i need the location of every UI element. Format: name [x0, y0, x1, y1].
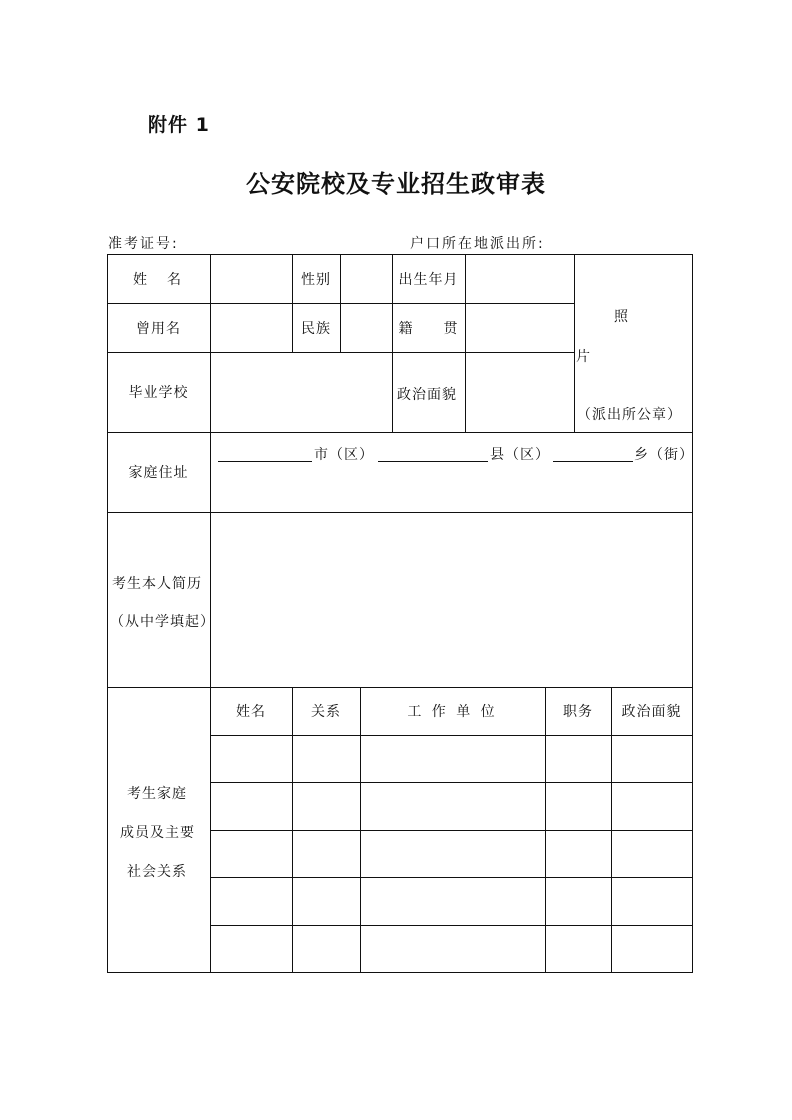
family-col-relation: 关系 [311, 704, 341, 720]
family-col-political-status: 政治面貌 [621, 704, 682, 720]
name-label: 姓 名 [133, 271, 184, 288]
family-label-line-2: 成员及主要 [120, 825, 195, 841]
birth-date-label: 出生年月 [398, 271, 459, 288]
native-place-field[interactable] [465, 303, 574, 352]
family-row-2[interactable] [210, 782, 692, 830]
home-address-label: 家庭住址 [128, 465, 189, 481]
name-field[interactable] [210, 254, 292, 303]
table-border-right [692, 254, 693, 972]
family-label [107, 687, 210, 972]
resume-label-line-1: 考生本人简历 [112, 576, 202, 592]
table-border-bottom [107, 972, 693, 973]
town-label: 乡（街） [634, 447, 694, 463]
form-title: 公安院校及专业招生政审表 [246, 170, 546, 198]
school-field[interactable] [210, 352, 392, 432]
county-blank[interactable] [378, 461, 488, 462]
photo-label-2: 片 [576, 349, 591, 365]
former-name-label: 曾用名 [136, 320, 181, 337]
resume-label-line-2: （从中学填起） [110, 614, 215, 630]
family-label-line-1: 考生家庭 [127, 786, 187, 802]
family-label-line-3: 社会关系 [127, 864, 187, 880]
police-station-label: 户口所在地派出所: [410, 236, 545, 252]
city-blank[interactable] [218, 461, 312, 462]
ethnicity-label: 民族 [301, 320, 331, 337]
resume-field[interactable] [210, 512, 692, 687]
family-col-position: 职务 [563, 704, 593, 720]
birth-date-field[interactable] [465, 254, 574, 303]
photo-area [574, 254, 692, 432]
political-status-field[interactable] [465, 352, 574, 432]
former-name-field[interactable] [210, 303, 292, 352]
resume-label [107, 512, 215, 687]
city-label: 市（区） [314, 447, 374, 463]
family-col-name: 姓名 [236, 704, 266, 720]
gender-label: 性别 [301, 271, 331, 288]
ethnicity-field[interactable] [340, 303, 392, 352]
family-row-3[interactable] [210, 830, 692, 877]
family-col-workplace: 工 作 单 位 [407, 704, 498, 720]
exam-number-label: 准考证号: [108, 236, 179, 252]
attachment-label: 附件 1 [148, 114, 210, 136]
family-row-4[interactable] [210, 877, 692, 925]
native-place-label: 籍 贯 [398, 320, 459, 337]
town-blank[interactable] [553, 461, 633, 462]
family-row-5[interactable] [210, 925, 692, 972]
family-row-1[interactable] [210, 735, 692, 782]
school-label: 毕业学校 [128, 385, 189, 401]
gender-field[interactable] [340, 254, 392, 303]
county-label: 县（区） [490, 447, 550, 463]
political-status-label: 政治面貌 [397, 387, 457, 403]
police-seal-label: （派出所公章） [577, 407, 682, 423]
photo-label-1: 照 [614, 309, 629, 325]
